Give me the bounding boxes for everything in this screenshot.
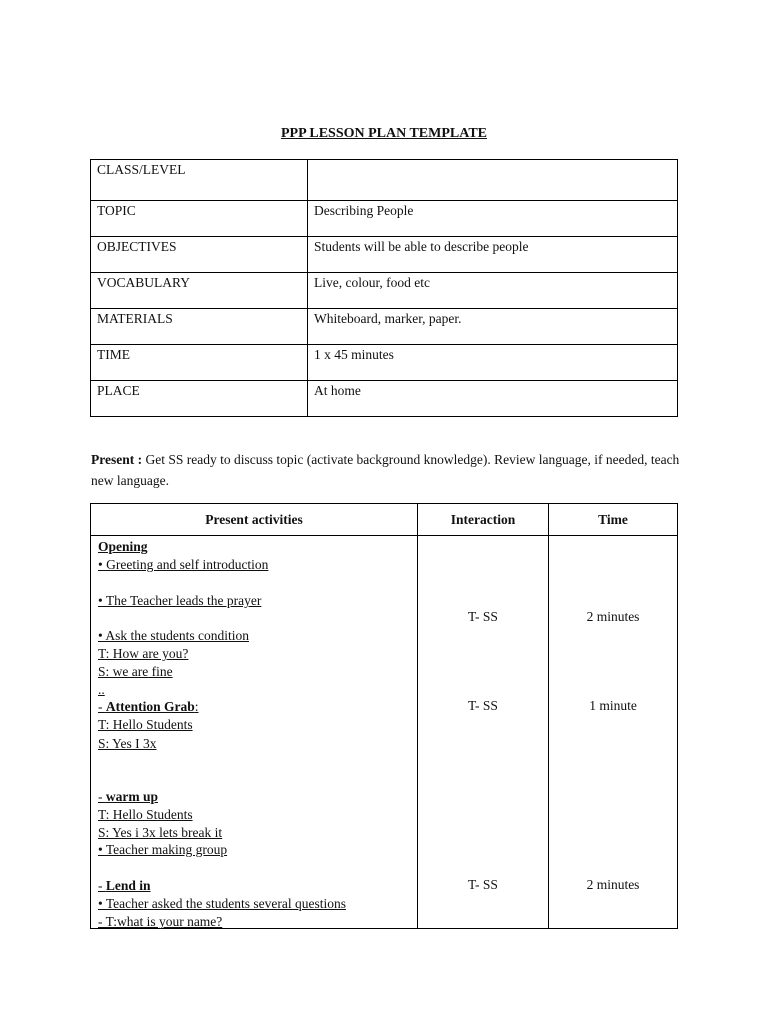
column-header-activities: Present activities: [91, 504, 418, 536]
info-value: Students will be able to describe people: [308, 237, 678, 273]
dialog-line: T: Hello Students: [98, 717, 193, 732]
table-row: [91, 273, 678, 309]
info-label: TOPIC: [91, 201, 308, 237]
column-header-time: Time: [549, 504, 678, 536]
info-value: [308, 160, 678, 201]
info-value: Live, colour, food etc: [308, 273, 678, 309]
dialog-line: S: Yes I 3x: [98, 736, 157, 751]
condition-line: • Ask the students condition: [98, 628, 249, 643]
present-text: Get SS ready to discuss topic (activate background knowledge). Review language, if needed, teach new language.: [91, 452, 680, 488]
page-title: PPP LESSON PLAN TEMPLATE: [280, 126, 487, 141]
making-group-line: • Teacher making group: [98, 842, 228, 857]
info-label: CLASS/LEVEL: [91, 160, 308, 201]
heading-prefix: -: [98, 789, 106, 804]
column-header-interaction: Interaction: [418, 504, 549, 536]
info-value: At home: [308, 381, 678, 417]
heading-text: Attention Grab: [105, 699, 195, 714]
heading-suffix: :: [194, 699, 199, 714]
present-label: Present :: [91, 452, 143, 467]
table-header-row: [91, 504, 678, 536]
info-value: Whiteboard, marker, paper.: [308, 309, 678, 345]
info-label: VOCABULARY: [91, 273, 308, 309]
activities-cell: [91, 536, 418, 929]
interaction-cell: [418, 536, 549, 929]
table-row: [91, 381, 678, 417]
dots-line: ..: [98, 682, 105, 697]
table-row: [91, 160, 678, 201]
activities-table: [90, 503, 678, 929]
dialog-line: S: Yes i 3x lets break it: [98, 825, 223, 840]
table-row: [91, 309, 678, 345]
interaction-value: T- SS: [468, 877, 498, 892]
interaction-value: T- SS: [468, 609, 498, 624]
present-intro: [91, 449, 681, 491]
warm-up-heading: [98, 788, 158, 805]
dialog-line: S: we are fine: [98, 664, 173, 679]
attention-grab-heading: [98, 698, 199, 715]
info-label: MATERIALS: [91, 309, 308, 345]
dialog-line: T: Hello Students: [98, 807, 193, 822]
heading-text: Lend in: [105, 878, 151, 893]
info-value: Describing People: [308, 201, 678, 237]
info-label: OBJECTIVES: [91, 237, 308, 273]
table-row: [91, 237, 678, 273]
table-row: [91, 536, 678, 929]
info-label: TIME: [91, 345, 308, 381]
time-value: 1 minute: [589, 698, 637, 713]
questions-line: • Teacher asked the students several questions: [98, 896, 346, 911]
heading-prefix: -: [98, 699, 106, 714]
table-row: [91, 345, 678, 381]
prayer-line: • The Teacher leads the prayer: [98, 593, 262, 608]
info-value: 1 x 45 minutes: [308, 345, 678, 381]
time-value: 2 minutes: [586, 877, 640, 892]
lend-in-heading: [98, 877, 151, 894]
dialog-line: T: How are you?: [98, 646, 189, 661]
info-label: PLACE: [91, 381, 308, 417]
greeting-line: • Greeting and self introduction: [98, 557, 269, 572]
heading-text: warm up: [105, 789, 159, 804]
dialog-line: - T:what is your name?: [98, 914, 223, 929]
heading-prefix: -: [98, 878, 106, 893]
opening-heading: Opening: [98, 539, 148, 554]
interaction-value: T- SS: [468, 698, 498, 713]
lesson-info-table: [90, 159, 678, 417]
table-row: [91, 201, 678, 237]
time-value: 2 minutes: [586, 609, 640, 624]
time-cell: [549, 536, 678, 929]
